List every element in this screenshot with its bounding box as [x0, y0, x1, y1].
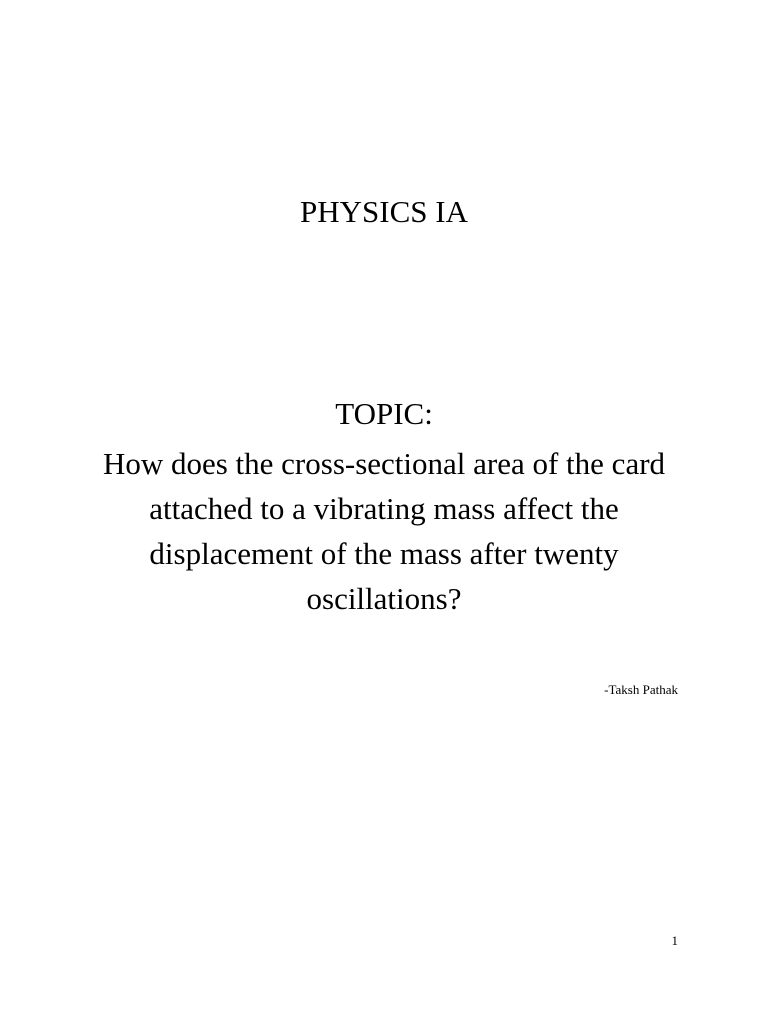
- topic-question: How does the cross-sectional area of the card attached to a vibrating mass affect the displacement of the mass after twenty oscillations?: [102, 446, 666, 616]
- page-number: 1: [671, 933, 678, 948]
- topic-label: TOPIC:: [335, 396, 433, 431]
- author-name: -Taksh Pathak: [604, 682, 678, 697]
- document-title: PHYSICS IA: [300, 194, 468, 229]
